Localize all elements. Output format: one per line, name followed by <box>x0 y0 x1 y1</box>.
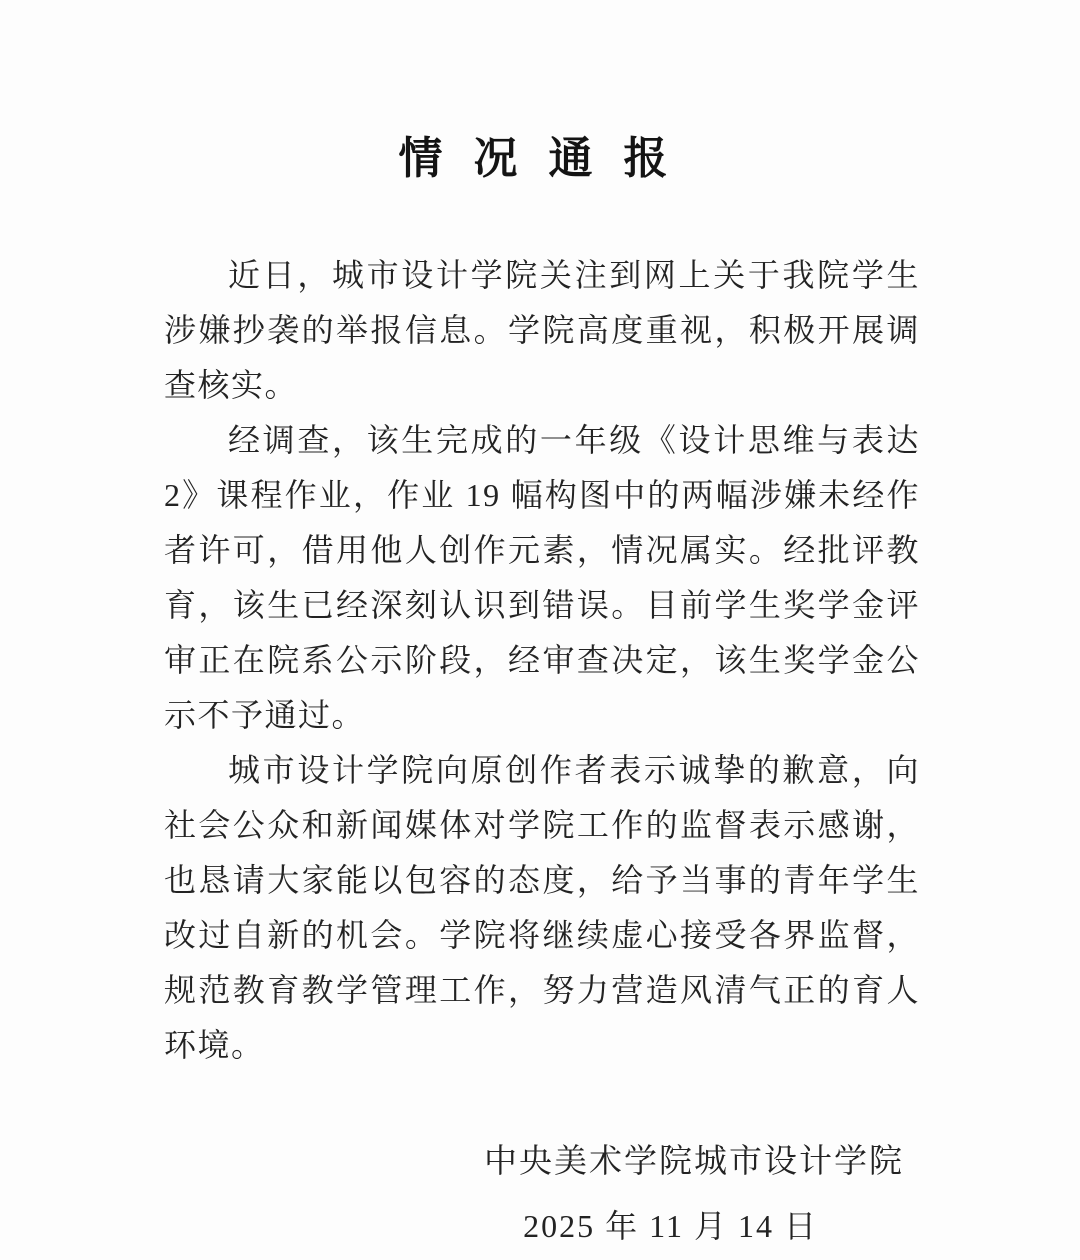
notice-body <box>164 248 920 1073</box>
issue-date: 2025 年 11 月 14 日 <box>523 1208 818 1244</box>
notice-paragraph-3: 城市设计学院向原创作者表示诚挚的歉意，向社会公众和新闻媒体对学院工作的监督表示感谢，也恳请大家能以包容的态度，给予当事的青年学生改过自新的机会。学院将继续虚心接受各界监督，规范教育教学管理工作，努力营造风清气正的育人环境。 <box>164 752 920 1063</box>
notice-paragraph-2: 经调查，该生完成的一年级《设计思维与表达 2》课程作业，作业 19 幅构图中的两幅涉嫌未经作者许可，借用他人创作元素，情况属实。经批评教育，该生已经深刻认识到错误。目前学生奖学金评审正在院系公示阶段，经审查决定，该生奖学金公示不予通过。 <box>164 422 920 733</box>
issuing-organization: 中央美术学院城市设计学院 <box>484 1144 904 1180</box>
notice-paragraph-1: 近日，城市设计学院关注到网上关于我院学生涉嫌抄袭的举报信息。学院高度重视，积极开展调查核实。 <box>164 257 920 403</box>
signature-block <box>164 1139 920 1249</box>
notice-title: 情 况 通 报 <box>398 134 676 183</box>
